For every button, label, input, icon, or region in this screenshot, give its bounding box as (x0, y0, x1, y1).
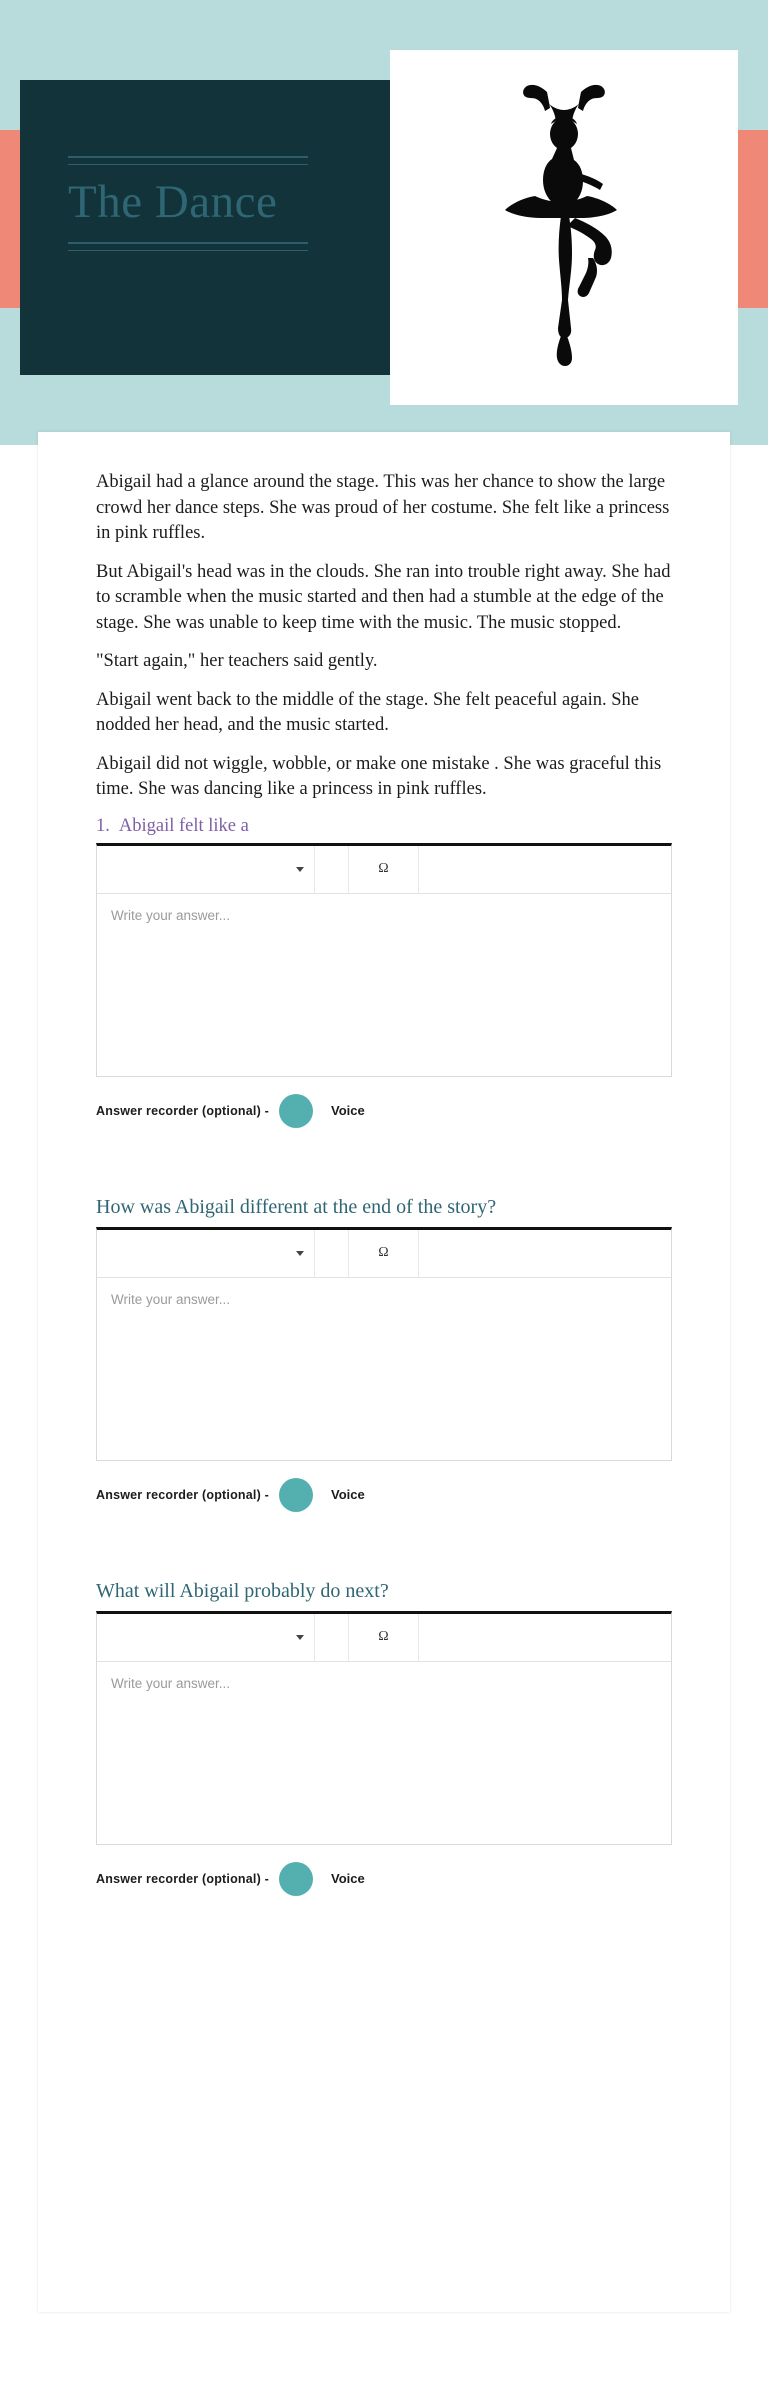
answer-recorder-label-3: Answer recorder (optional) - (96, 1871, 269, 1886)
page-title: The Dance (68, 176, 278, 228)
question-1-text: Abigail felt like a (118, 815, 249, 836)
editor-toolbar-2[interactable] (97, 1230, 671, 1278)
answer-editor-1[interactable] (96, 843, 672, 1077)
voice-label-2: Voice (330, 1487, 365, 1503)
section-spacer (96, 1512, 672, 1574)
hero-title-wrap (20, 150, 395, 257)
passage-paragraph: But Abigail's head was in the clouds. She ran into trouble right away. She had to scramble when the music started and then had a stumble at the edge of the stage. She was unable to keep time with the music. The music stopped. (96, 561, 671, 633)
passage-paragraph: Abigail had a glance around the stage. This was her chance to show the large crowd her dance steps. She was proud of her costume. She felt like a princess in pink ruffles. (96, 472, 670, 544)
answer-recorder-row-1 (96, 1094, 672, 1128)
answer-input-2[interactable]: Write your answer... (111, 1291, 231, 1307)
editor-toolbar-3[interactable] (97, 1614, 671, 1662)
reading-passage (96, 470, 672, 803)
question-block-1 (96, 816, 672, 1128)
hero-rule-bottom-thin (68, 250, 308, 251)
toolbar-spacer-1 (315, 846, 349, 893)
chevron-down-icon (296, 1635, 304, 1640)
hero-banner (0, 0, 768, 445)
answer-editor-2[interactable] (96, 1227, 672, 1461)
ballerina-silhouette-icon (469, 78, 659, 378)
question-block-2 (96, 1196, 672, 1512)
special-character-button-3[interactable]: Ω (349, 1614, 419, 1661)
toolbar-spacer-2 (315, 1230, 349, 1277)
microphone-icon[interactable] (279, 1862, 313, 1896)
toolbar-empty-area-2 (419, 1230, 671, 1277)
chevron-down-icon (296, 1251, 304, 1256)
special-character-button-2[interactable]: Ω (349, 1230, 419, 1277)
question-1-prompt (96, 816, 672, 837)
style-dropdown-1[interactable] (97, 846, 315, 893)
toolbar-empty-area-1 (419, 846, 671, 893)
voice-label-1: Voice (330, 1103, 365, 1119)
style-dropdown-2[interactable] (97, 1230, 315, 1277)
hero-rule-top-thin (68, 164, 308, 165)
toolbar-empty-area-3 (419, 1614, 671, 1661)
chevron-down-icon (296, 867, 304, 872)
editor-toolbar-1[interactable] (97, 846, 671, 894)
hero-image-card (390, 50, 738, 405)
answer-recorder-label-1: Answer recorder (optional) - (96, 1103, 269, 1118)
worksheet-card (38, 432, 730, 2312)
special-character-button-1[interactable]: Ω (349, 846, 419, 893)
microphone-icon[interactable] (279, 1094, 313, 1128)
answer-input-1[interactable]: Write your answer... (111, 907, 231, 923)
answer-recorder-row-3 (96, 1862, 672, 1896)
section-spacer (96, 1128, 672, 1190)
toolbar-spacer-3 (315, 1614, 349, 1661)
answer-recorder-row-2 (96, 1478, 672, 1512)
passage-paragraph: Abigail went back to the middle of the stage. She felt peaceful again. She nodded her head, and the music started. (96, 689, 640, 736)
microphone-icon[interactable] (279, 1478, 313, 1512)
answer-input-3[interactable]: Write your answer... (111, 1675, 231, 1691)
passage-paragraph: "Start again," her teachers said gently. (96, 651, 378, 672)
question-block-3 (96, 1580, 672, 1896)
question-2-prompt: How was Abigail different at the end of the story? (96, 1195, 497, 1218)
answer-editor-3[interactable] (96, 1611, 672, 1845)
question-1-number: 1. (96, 815, 110, 836)
question-3-prompt: What will Abigail probably do next? (96, 1579, 389, 1602)
voice-label-3: Voice (330, 1871, 365, 1887)
answer-recorder-label-2: Answer recorder (optional) - (96, 1487, 269, 1502)
passage-paragraph: Abigail did not wiggle, wobble, or make one mistake . She was graceful this time. She was dancing like a princess in pink ruffles. (96, 753, 662, 800)
hero-rule-bottom-thick (68, 242, 308, 244)
hero-rule-top-thick (68, 156, 308, 158)
style-dropdown-3[interactable] (97, 1614, 315, 1661)
